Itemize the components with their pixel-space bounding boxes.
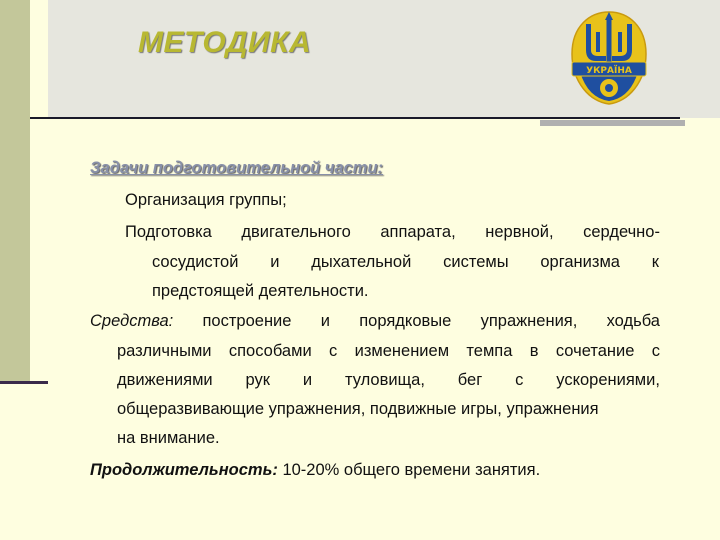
header-divider-accent — [540, 120, 685, 126]
left-accent-bar — [0, 0, 30, 384]
means-paragraph-line: Средства: построение и порядковые упражнения, ходьба — [90, 312, 660, 330]
means-paragraph-line: различными способами с изменением темпа в сочетание с — [117, 342, 660, 360]
means-paragraph-line: движениями рук и туловища, бег с ускорениями, — [117, 371, 660, 389]
duration-label: Продолжительность: — [90, 461, 278, 479]
task-paragraph-line: предстоящей деятельности. — [152, 282, 369, 300]
means-label: Средства: — [90, 312, 174, 330]
duration-line — [90, 460, 540, 480]
left-accent-line — [0, 381, 48, 384]
header-divider — [30, 117, 680, 119]
section-heading: Задачи подготовительной части: — [90, 159, 384, 177]
means-paragraph-line: на внимание. — [117, 429, 220, 447]
page-title: МЕТОДИКА — [138, 26, 312, 59]
means-paragraph-line: общеразвивающие упражнения, подвижные игры, упражнения — [117, 400, 599, 418]
ukraine-football-emblem — [566, 4, 652, 108]
task-item: Организация группы; — [125, 191, 287, 209]
task-paragraph-line: Подготовка двигательного аппарата, нервной, сердечно- — [125, 223, 660, 241]
emblem-ribbon-text: УКРАЇНА — [586, 66, 632, 76]
duration-value: 10-20% общего времени занятия. — [277, 461, 541, 479]
task-paragraph-line: сосудистой и дыхательной системы организма к — [152, 253, 659, 271]
